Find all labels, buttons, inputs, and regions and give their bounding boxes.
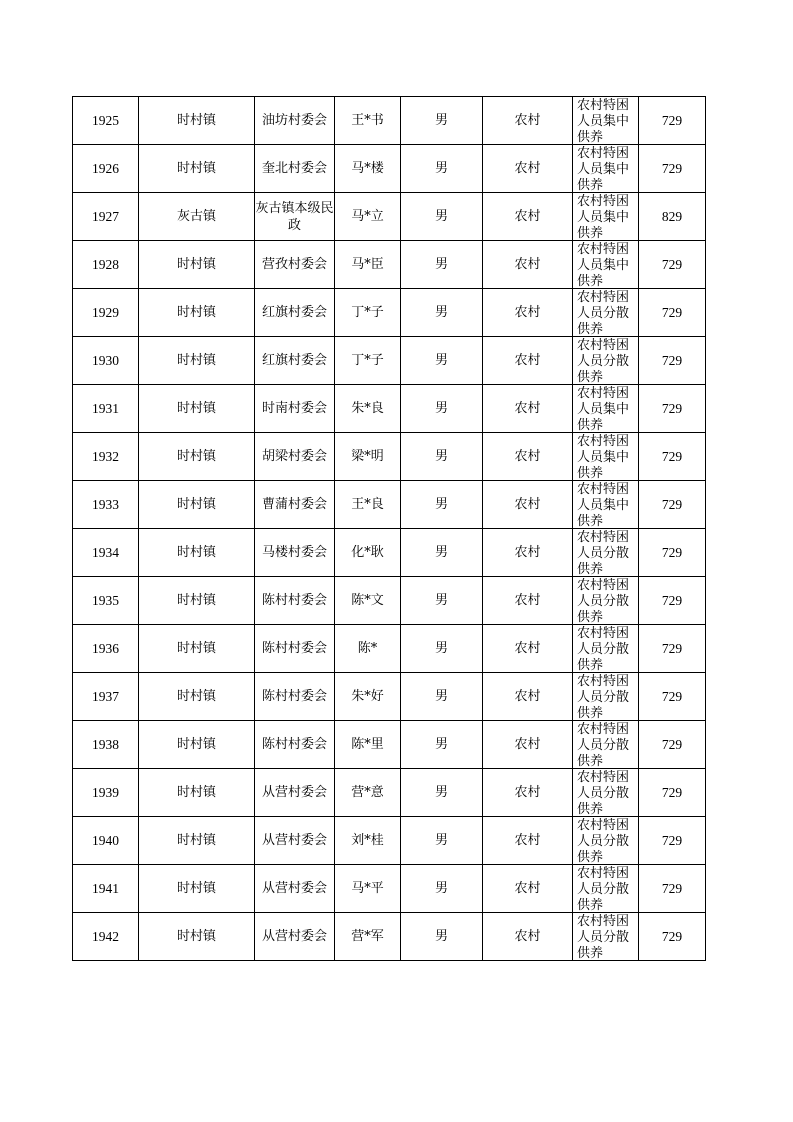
cell-amount: 729 <box>639 817 706 865</box>
cell-person-name: 陈* <box>335 625 401 673</box>
cell-gender: 男 <box>401 433 483 481</box>
cell-support-type <box>573 673 639 721</box>
cell-area-type: 农村 <box>483 721 573 769</box>
table-row <box>73 193 706 241</box>
cell-area-type: 农村 <box>483 817 573 865</box>
support-type-text: 农村特困人员集中供养 <box>577 386 630 432</box>
cell-serial-number: 1928 <box>73 241 139 289</box>
cell-serial-number: 1939 <box>73 769 139 817</box>
cell-support-type <box>573 97 639 145</box>
cell-gender: 男 <box>401 385 483 433</box>
cell-support-type <box>573 145 639 193</box>
cell-area-type: 农村 <box>483 145 573 193</box>
cell-town: 时村镇 <box>139 865 255 913</box>
cell-village-committee: 红旗村委会 <box>255 289 335 337</box>
cell-support-type <box>573 481 639 529</box>
cell-town: 时村镇 <box>139 817 255 865</box>
support-type-text: 农村特困人员集中供养 <box>577 194 630 240</box>
cell-support-type <box>573 241 639 289</box>
cell-amount: 729 <box>639 385 706 433</box>
cell-gender: 男 <box>401 577 483 625</box>
cell-serial-number: 1940 <box>73 817 139 865</box>
cell-person-name: 陈*文 <box>335 577 401 625</box>
cell-person-name: 丁*子 <box>335 337 401 385</box>
cell-person-name: 马*臣 <box>335 241 401 289</box>
cell-town: 时村镇 <box>139 433 255 481</box>
cell-amount: 729 <box>639 769 706 817</box>
cell-area-type: 农村 <box>483 433 573 481</box>
cell-amount: 729 <box>639 433 706 481</box>
cell-area-type: 农村 <box>483 625 573 673</box>
cell-town: 时村镇 <box>139 145 255 193</box>
cell-amount: 729 <box>639 577 706 625</box>
cell-person-name: 化*耿 <box>335 529 401 577</box>
cell-town: 时村镇 <box>139 337 255 385</box>
cell-village-committee: 曹蒲村委会 <box>255 481 335 529</box>
cell-village-committee: 胡梁村委会 <box>255 433 335 481</box>
cell-area-type: 农村 <box>483 337 573 385</box>
cell-gender: 男 <box>401 769 483 817</box>
support-type-text: 农村特困人员分散供养 <box>577 914 630 960</box>
support-type-text: 农村特困人员分散供养 <box>577 818 630 864</box>
cell-serial-number: 1936 <box>73 625 139 673</box>
support-type-text: 农村特困人员集中供养 <box>577 434 630 480</box>
cell-support-type <box>573 865 639 913</box>
data-table <box>72 96 706 961</box>
cell-serial-number: 1934 <box>73 529 139 577</box>
cell-person-name: 朱*好 <box>335 673 401 721</box>
cell-village-committee: 从营村委会 <box>255 913 335 961</box>
support-type-text: 农村特困人员分散供养 <box>577 578 630 624</box>
cell-support-type <box>573 577 639 625</box>
cell-support-type <box>573 433 639 481</box>
cell-area-type: 农村 <box>483 673 573 721</box>
cell-person-name: 陈*里 <box>335 721 401 769</box>
cell-town: 时村镇 <box>139 913 255 961</box>
cell-person-name: 刘*桂 <box>335 817 401 865</box>
table-row <box>73 337 706 385</box>
cell-gender: 男 <box>401 913 483 961</box>
cell-village-committee: 营孜村委会 <box>255 241 335 289</box>
support-type-text: 农村特困人员集中供养 <box>577 98 630 144</box>
cell-village-committee: 灰古镇本级民政 <box>255 193 335 241</box>
cell-person-name: 马*立 <box>335 193 401 241</box>
cell-amount: 729 <box>639 721 706 769</box>
cell-town: 时村镇 <box>139 481 255 529</box>
cell-person-name: 马*平 <box>335 865 401 913</box>
cell-village-committee: 陈村村委会 <box>255 673 335 721</box>
cell-support-type <box>573 913 639 961</box>
cell-amount: 729 <box>639 529 706 577</box>
cell-area-type: 农村 <box>483 529 573 577</box>
cell-gender: 男 <box>401 241 483 289</box>
cell-person-name: 朱*良 <box>335 385 401 433</box>
cell-gender: 男 <box>401 193 483 241</box>
support-type-text: 农村特困人员分散供养 <box>577 770 630 816</box>
table-row <box>73 913 706 961</box>
cell-town: 灰古镇 <box>139 193 255 241</box>
cell-gender: 男 <box>401 481 483 529</box>
cell-town: 时村镇 <box>139 241 255 289</box>
cell-town: 时村镇 <box>139 289 255 337</box>
table-row <box>73 673 706 721</box>
cell-serial-number: 1926 <box>73 145 139 193</box>
cell-amount: 729 <box>639 337 706 385</box>
cell-area-type: 农村 <box>483 481 573 529</box>
table-row <box>73 97 706 145</box>
cell-village-committee: 红旗村委会 <box>255 337 335 385</box>
cell-town: 时村镇 <box>139 769 255 817</box>
cell-amount: 729 <box>639 97 706 145</box>
cell-area-type: 农村 <box>483 193 573 241</box>
support-type-text: 农村特困人员分散供养 <box>577 866 630 912</box>
cell-support-type <box>573 625 639 673</box>
cell-gender: 男 <box>401 289 483 337</box>
cell-town: 时村镇 <box>139 97 255 145</box>
cell-area-type: 农村 <box>483 97 573 145</box>
cell-person-name: 王*良 <box>335 481 401 529</box>
cell-support-type <box>573 193 639 241</box>
cell-village-committee: 时南村委会 <box>255 385 335 433</box>
table-row <box>73 241 706 289</box>
table-row <box>73 529 706 577</box>
cell-area-type: 农村 <box>483 385 573 433</box>
cell-gender: 男 <box>401 337 483 385</box>
cell-village-committee: 从营村委会 <box>255 817 335 865</box>
cell-serial-number: 1930 <box>73 337 139 385</box>
cell-town: 时村镇 <box>139 385 255 433</box>
cell-amount: 729 <box>639 241 706 289</box>
table-row <box>73 145 706 193</box>
cell-gender: 男 <box>401 145 483 193</box>
cell-gender: 男 <box>401 625 483 673</box>
cell-gender: 男 <box>401 817 483 865</box>
cell-area-type: 农村 <box>483 769 573 817</box>
support-type-text: 农村特困人员分散供养 <box>577 530 630 576</box>
cell-village-committee: 从营村委会 <box>255 865 335 913</box>
cell-serial-number: 1927 <box>73 193 139 241</box>
cell-gender: 男 <box>401 673 483 721</box>
cell-serial-number: 1929 <box>73 289 139 337</box>
cell-gender: 男 <box>401 97 483 145</box>
cell-town: 时村镇 <box>139 577 255 625</box>
cell-person-name: 王*书 <box>335 97 401 145</box>
cell-area-type: 农村 <box>483 913 573 961</box>
cell-amount: 729 <box>639 673 706 721</box>
cell-amount: 729 <box>639 865 706 913</box>
cell-amount: 729 <box>639 481 706 529</box>
cell-amount: 729 <box>639 913 706 961</box>
cell-support-type <box>573 769 639 817</box>
cell-support-type <box>573 721 639 769</box>
cell-village-committee: 陈村村委会 <box>255 721 335 769</box>
support-type-text: 农村特困人员分散供养 <box>577 674 630 720</box>
table-row <box>73 721 706 769</box>
table-row <box>73 769 706 817</box>
cell-area-type: 农村 <box>483 865 573 913</box>
table-row <box>73 625 706 673</box>
table-row <box>73 385 706 433</box>
table-row <box>73 817 706 865</box>
cell-gender: 男 <box>401 529 483 577</box>
cell-serial-number: 1925 <box>73 97 139 145</box>
cell-serial-number: 1937 <box>73 673 139 721</box>
support-type-text: 农村特困人员分散供养 <box>577 338 630 384</box>
cell-gender: 男 <box>401 721 483 769</box>
table-row <box>73 865 706 913</box>
table-row <box>73 577 706 625</box>
support-type-text: 农村特困人员集中供养 <box>577 242 630 288</box>
cell-town: 时村镇 <box>139 625 255 673</box>
table-body <box>73 97 706 961</box>
cell-town: 时村镇 <box>139 673 255 721</box>
cell-amount: 729 <box>639 625 706 673</box>
cell-support-type <box>573 289 639 337</box>
cell-serial-number: 1933 <box>73 481 139 529</box>
cell-village-committee: 陈村村委会 <box>255 577 335 625</box>
cell-town: 时村镇 <box>139 721 255 769</box>
cell-gender: 男 <box>401 865 483 913</box>
cell-support-type <box>573 385 639 433</box>
support-type-text: 农村特困人员分散供养 <box>577 290 630 336</box>
cell-amount: 829 <box>639 193 706 241</box>
cell-person-name: 丁*子 <box>335 289 401 337</box>
cell-serial-number: 1941 <box>73 865 139 913</box>
cell-serial-number: 1932 <box>73 433 139 481</box>
cell-serial-number: 1942 <box>73 913 139 961</box>
support-type-text: 农村特困人员集中供养 <box>577 482 630 528</box>
cell-amount: 729 <box>639 289 706 337</box>
cell-support-type <box>573 529 639 577</box>
cell-support-type <box>573 817 639 865</box>
cell-area-type: 农村 <box>483 289 573 337</box>
cell-serial-number: 1931 <box>73 385 139 433</box>
cell-town: 时村镇 <box>139 529 255 577</box>
cell-village-committee: 陈村村委会 <box>255 625 335 673</box>
cell-area-type: 农村 <box>483 577 573 625</box>
cell-serial-number: 1938 <box>73 721 139 769</box>
cell-village-committee: 从营村委会 <box>255 769 335 817</box>
cell-village-committee: 油坊村委会 <box>255 97 335 145</box>
table-row <box>73 433 706 481</box>
support-type-text: 农村特困人员集中供养 <box>577 146 630 192</box>
table-row <box>73 289 706 337</box>
cell-amount: 729 <box>639 145 706 193</box>
cell-support-type <box>573 337 639 385</box>
cell-person-name: 营*意 <box>335 769 401 817</box>
cell-village-committee: 奎北村委会 <box>255 145 335 193</box>
support-type-text: 农村特困人员分散供养 <box>577 626 630 672</box>
cell-person-name: 马*楼 <box>335 145 401 193</box>
cell-serial-number: 1935 <box>73 577 139 625</box>
support-type-text: 农村特困人员分散供养 <box>577 722 630 768</box>
cell-person-name: 营*军 <box>335 913 401 961</box>
cell-person-name: 梁*明 <box>335 433 401 481</box>
table-row <box>73 481 706 529</box>
cell-area-type: 农村 <box>483 241 573 289</box>
cell-village-committee: 马楼村委会 <box>255 529 335 577</box>
